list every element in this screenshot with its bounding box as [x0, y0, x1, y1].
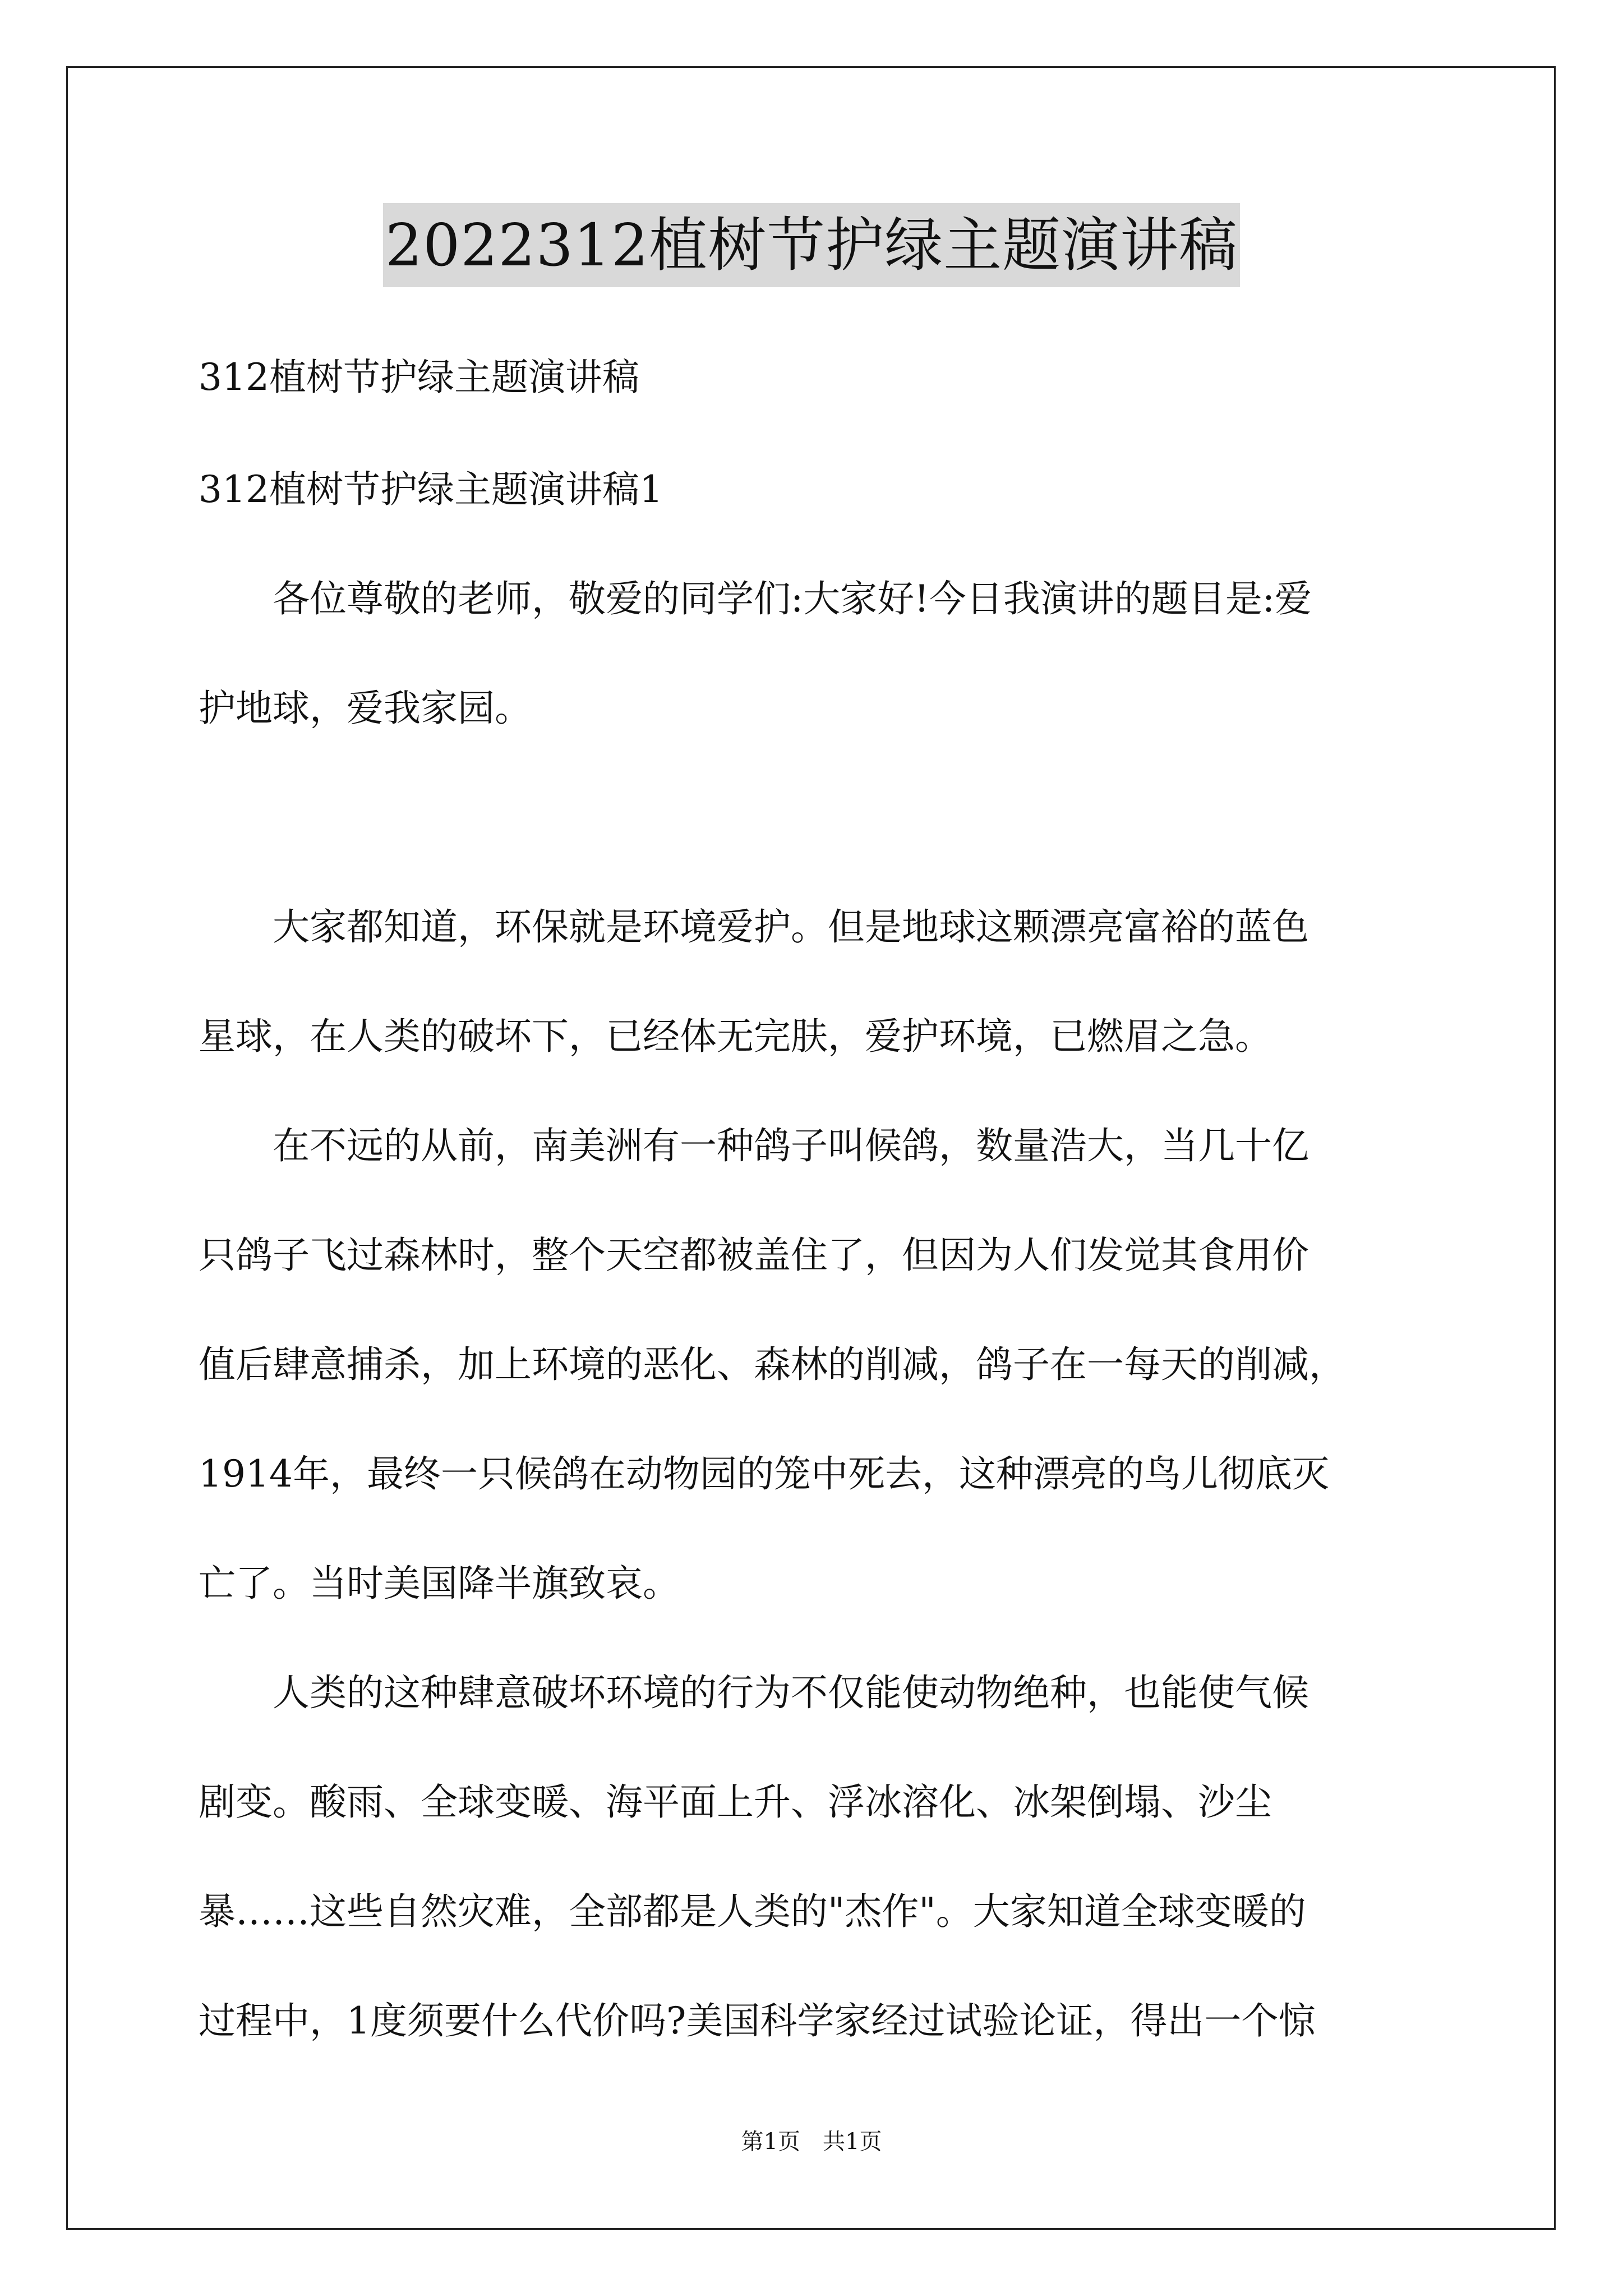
body-line: 在不远的从前，南美洲有一种鸽子叫候鸽，数量浩大，当几十亿 [199, 1124, 1309, 1167]
document-title: 2022312植树节护绿主题演讲稿 [383, 203, 1240, 287]
body-line: 各位尊敬的老师，敬爱的同学们:大家好!今日我演讲的题目是:爱 [199, 577, 1312, 620]
body-line: 大家都知道，环保就是环境爱护。但是地球这颗漂亮富裕的蓝色 [199, 905, 1309, 949]
body-line: 亡了。当时美国降半旗致哀。 [199, 1562, 680, 1605]
title-container [0, 203, 1623, 287]
body-line: 1914年，最终一只候鸽在动物园的笼中死去，这种漂亮的鸟儿彻底灭 [199, 1452, 1329, 1496]
body-line: 暴……这些自然灾难，全部都是人类的"杰作"。大家知道全球变暖的 [199, 1890, 1306, 1933]
page-footer: 第1页 共1页 [741, 2129, 882, 2155]
subtitle: 312植树节护绿主题演讲稿 [199, 356, 639, 399]
body-line: 值后肆意捕杀，加上环境的恶化、森林的削减，鸽子在一每天的削减， [199, 1343, 1346, 1386]
body-line: 只鸽子飞过森林时，整个天空都被盖住了，但因为人们发觉其食用价 [199, 1234, 1309, 1277]
body-line: 过程中，1度须要什么代价吗?美国科学家经过试验论证，得出一个惊 [199, 1999, 1316, 2042]
body-line: 人类的这种肆意破坏环境的行为不仅能使动物绝种，也能使气候 [199, 1671, 1309, 1714]
body-line: 剧变。酸雨、全球变暖、海平面上升、浮冰溶化、冰架倒塌、沙尘 [199, 1780, 1272, 1824]
body-line: 星球，在人类的破坏下，已经体无完肤，爱护环境，已燃眉之急。 [199, 1015, 1272, 1058]
section-heading: 312植树节护绿主题演讲稿1 [199, 468, 663, 511]
body-line: 护地球，爱我家园。 [199, 687, 532, 730]
